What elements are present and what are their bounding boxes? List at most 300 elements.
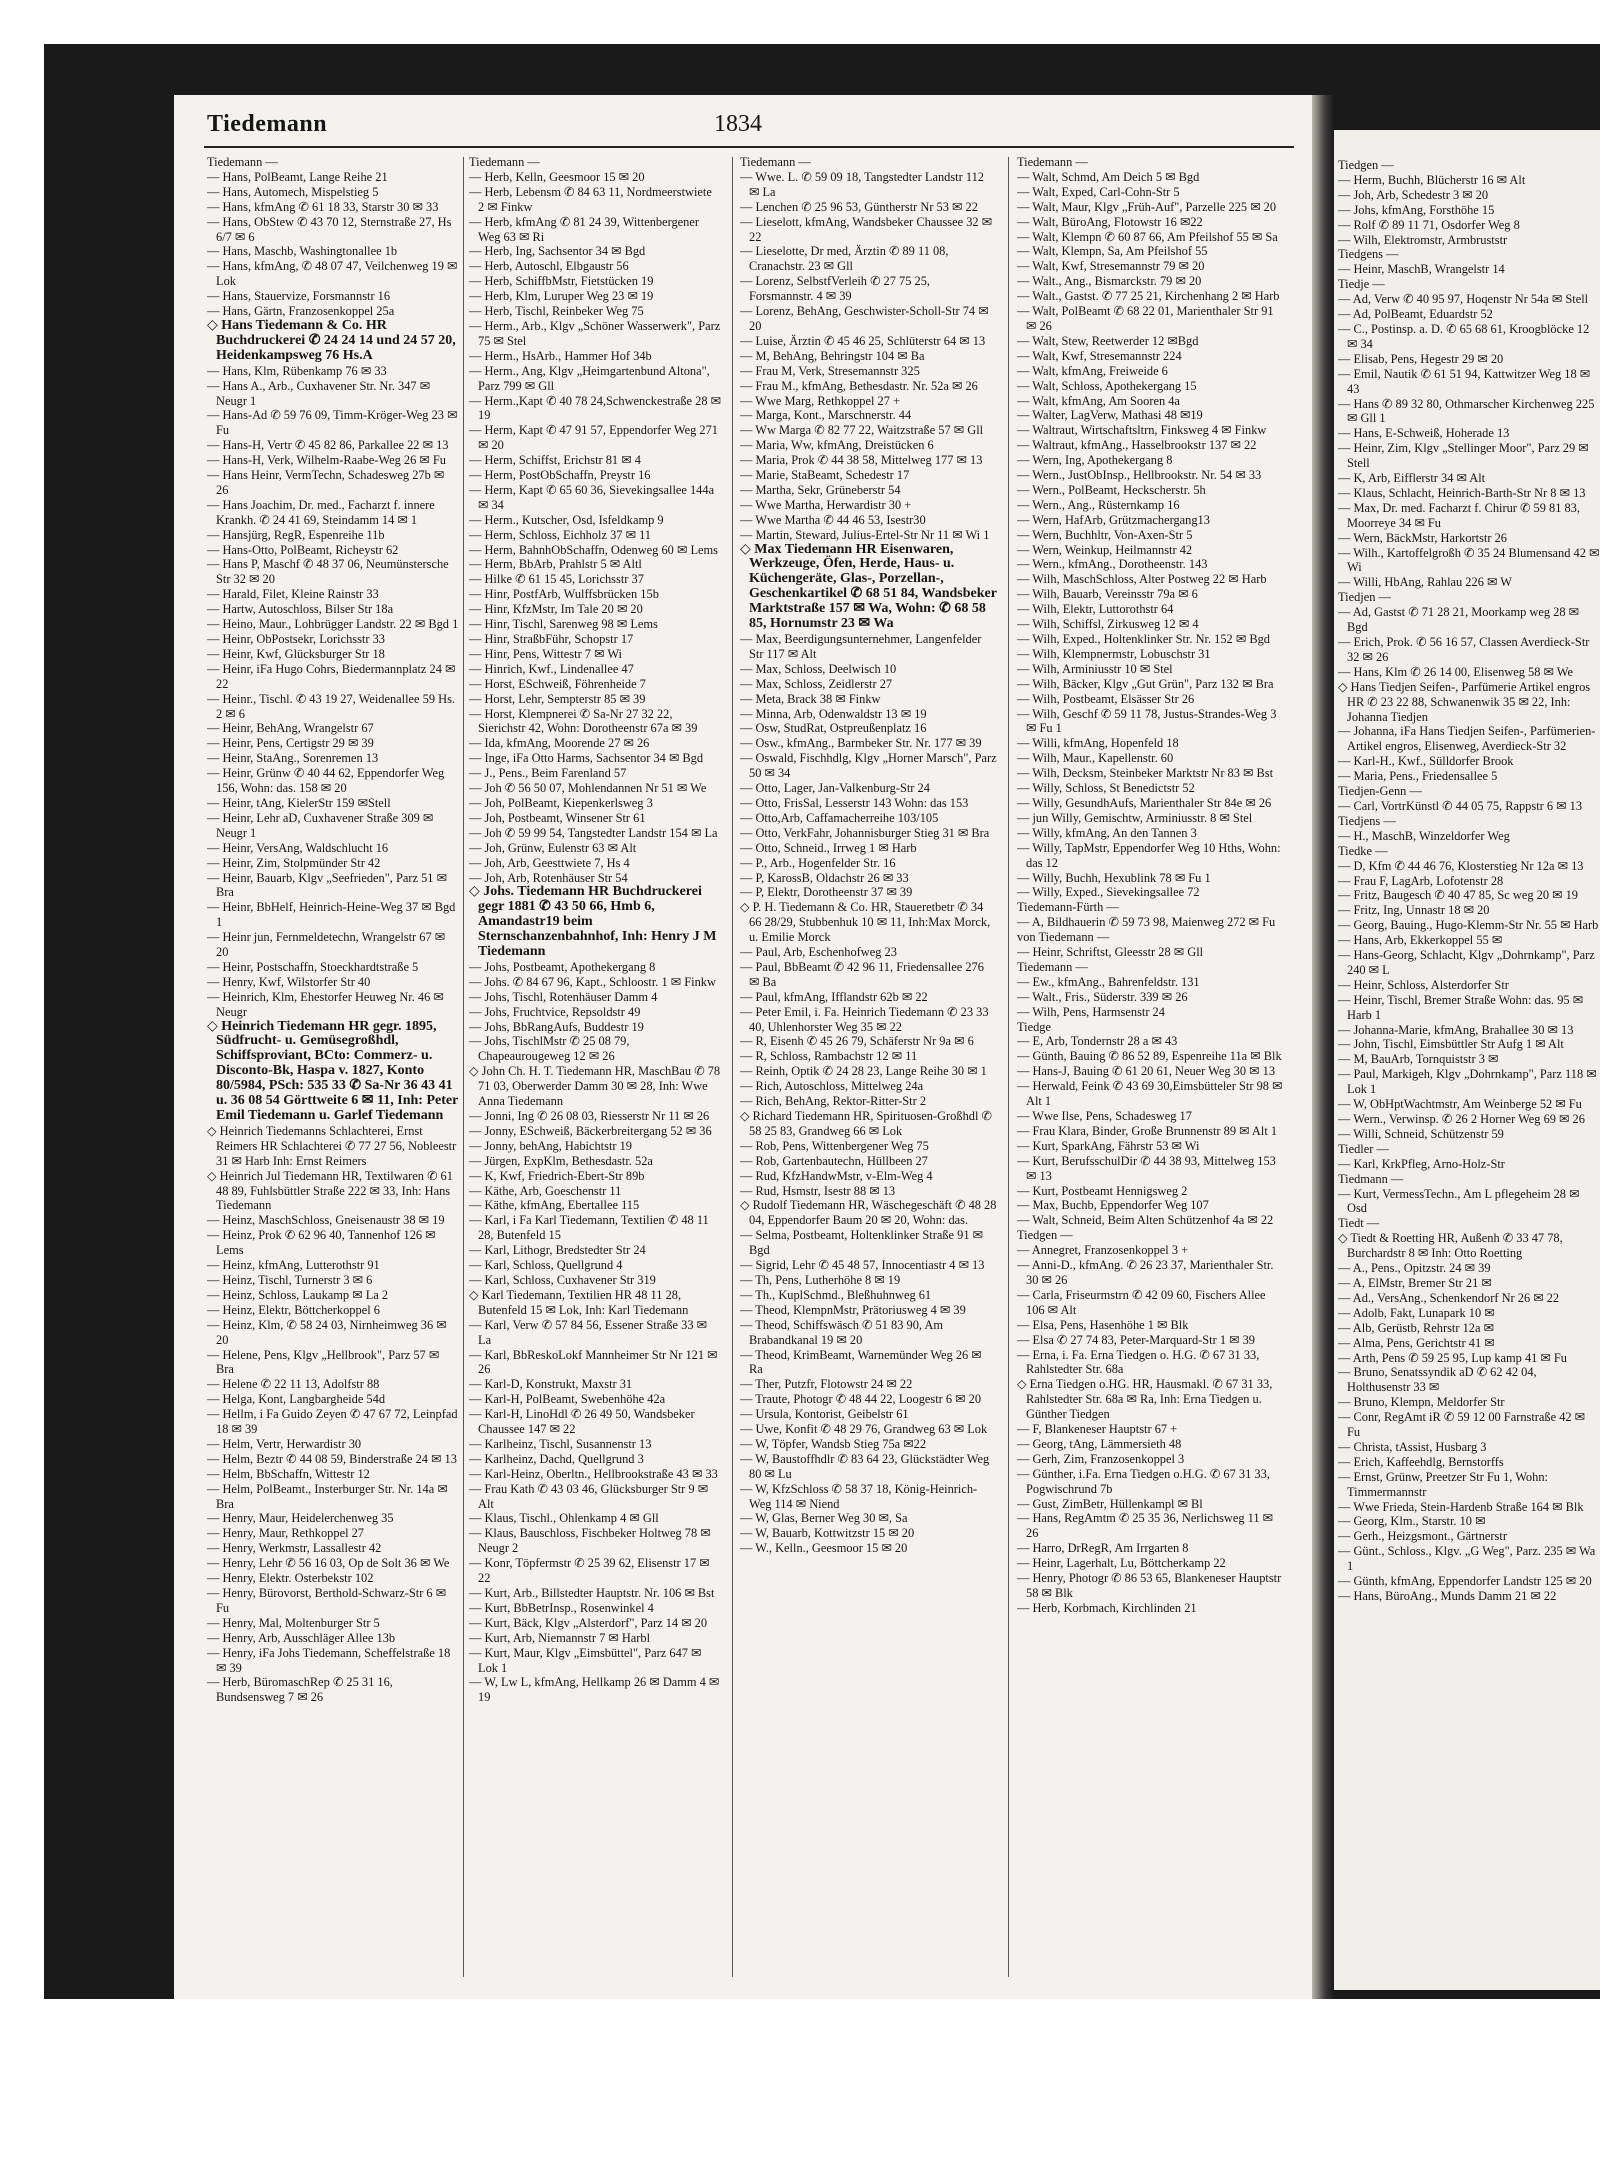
directory-entry: — Ida, kfmAng, Moorende 27 ✉ 26 — [469, 736, 650, 751]
directory-entry: — Paul, Arb, Eschenhofweg 23 — [740, 945, 897, 960]
directory-entry: — Elsa, Pens, Hasenhöhe 1 ✉ Blk — [1017, 1317, 1189, 1332]
directory-entry: — Joh ✆ 59 99 54, Tangstedter Landstr 154 ✉ La — [469, 825, 718, 840]
directory-entry: Tiedge — [1017, 1019, 1051, 1034]
directory-entry: — W, Töpfer, Wandsb Stieg 75a ✉22 — [740, 1436, 927, 1451]
directory-entry: — Joh, Postbeamt, Winsener Str 61 — [469, 810, 646, 825]
directory-entry: — Horst, Lehr, Sempterstr 85 ✉ 39 — [469, 691, 646, 706]
directory-entry: — Klaus, Tischl., Ohlenkamp 4 ✉ Gll — [469, 1511, 659, 1526]
directory-entry: — Hinr, Pens, Wittestr 7 ✉ Wi — [469, 646, 622, 661]
directory-entry: — Ursula, Kontorist, Geibelstr 61 — [740, 1407, 909, 1422]
directory-entry: — Wern., Ang., Rüsternkamp 16 — [1017, 497, 1180, 512]
directory-entry: — Klaus, Schlacht, Heinrich-Barth-Str Nr 8 ✉ 13 — [1338, 485, 1586, 500]
column-divider — [1008, 157, 1009, 1977]
directory-entry: — Carl, VortrKünstl ✆ 44 05 75, Rappstr 6 ✉ 13 — [1338, 798, 1583, 813]
directory-entry: — Heinr., Tischl. ✆ 43 19 27, Weidenallee 59 Hs. 2 ✉ 6 — [207, 691, 456, 721]
directory-entry: — A., Pens., Opitzstr. 24 ✉ 39 — [1338, 1261, 1491, 1276]
directory-entry: — Rob, Pens, Wittenbergener Weg 75 — [740, 1138, 929, 1153]
directory-entry: — Herwald, Feink ✆ 43 69 30,Eimsbütteler Str 98 ✉ Alt 1 — [1017, 1079, 1283, 1109]
directory-entry: — Rich, Autoschloss, Mittelweg 24a — [740, 1079, 924, 1094]
directory-entry: — Kurt, BbBetrInsp., Rosenwinkel 4 — [469, 1600, 654, 1615]
directory-entry: — Heinr jun, Fernmeldetechn, Wrangelstr 67 ✉ 20 — [207, 930, 446, 960]
directory-entry: — Herb, Tischl, Reinbeker Weg 75 — [469, 304, 644, 319]
directory-entry: — Fritz, Ing, Unnastr 18 ✉ 20 — [1338, 903, 1490, 918]
directory-entry: — Gerh., Heizgsmont., Gärtnerstr — [1338, 1529, 1507, 1544]
directory-entry: — Karl, KrkPfleg, Arno-Holz-Str — [1338, 1156, 1505, 1171]
directory-entry: — Henry, Maur, Rethkoppel 27 — [207, 1526, 364, 1541]
directory-entry: — Walt, Kwf, Stresemannstr 79 ✉ 20 — [1017, 259, 1205, 274]
directory-entry: — Luise, Ärztin ✆ 45 46 25, Schlüterstr 64 ✉ 13 — [740, 333, 986, 348]
directory-entry: Tiedemann — — [1017, 155, 1088, 169]
directory-entry: — Kurt, Arb., Billstedter Hauptstr. Nr. 106 ✉ Bst — [469, 1586, 715, 1600]
directory-entry: — Herb, Klm, Luruper Weg 23 ✉ 19 — [469, 289, 654, 304]
directory-entry: — Wilh, Pens, Harmsenstr 24 — [1017, 1004, 1165, 1019]
directory-entry: — Hansjürg, RegR, Espenreihe 11b — [207, 527, 385, 542]
directory-entry: — Horst, Klempnerei ✆ Sa-Nr 27 32 22, Sierichstr 42, Wohn: Dorotheenstr 67a ✉ 39 — [469, 706, 698, 736]
directory-entry: — P, Elektr, Dorotheenstr 37 ✉ 39 — [740, 885, 913, 900]
directory-entry: — Herm., Kutscher, Osd, Isfeldkamp 9 — [469, 512, 664, 527]
directory-entry: — Joh, Arb, Geesttwiete 7, Hs 4 — [469, 855, 630, 870]
directory-entry: — Hans, BüroAng., Munds Damm 21 ✉ 22 — [1338, 1589, 1557, 1603]
directory-entry: — Hellm, i Fa Guido Zeyen ✆ 47 67 72, Leinpfad 18 ✉ 39 — [207, 1407, 458, 1437]
directory-entry: — Johs, TischlMstr ✆ 25 08 79, Chapeaurougeweg 12 ✉ 26 — [469, 1034, 630, 1064]
directory-entry: — Kurt, Maur, Klgv „Eimsbüttel", Parz 647 ✉ Lok 1 — [469, 1645, 702, 1675]
directory-entry: — Wilh, Decksm, Steinbeker Marktstr Nr 83 ✉ Bst — [1017, 766, 1274, 781]
directory-entry: — Walt, kfmAng, Am Sooren 4a — [1017, 393, 1180, 408]
directory-entry: — Karl, i Fa Karl Tiedemann, Textilien ✆ 48 11 28, Butenfeld 15 — [469, 1213, 709, 1243]
directory-entry: — Helm, BbSchaffn, Wittestr 12 — [207, 1466, 370, 1481]
directory-entry: — Annegret, Franzosenkoppel 3 + — [1017, 1243, 1189, 1258]
directory-entry: — Joh ✆ 56 50 07, Mohlendannen Nr 51 ✉ We — [469, 781, 707, 796]
page-header — [174, 109, 1312, 145]
directory-entry: — Frau Kath ✆ 43 03 46, Glücksburger Str 9 ✉ Alt — [469, 1481, 709, 1511]
directory-entry: — Walt, kfmAng, Freiweide 6 — [1017, 363, 1168, 378]
directory-entry: — W., Kelln., Geesmoor 15 ✉ 20 — [740, 1541, 908, 1556]
directory-entry: — Conr, RegAmt iR ✆ 59 12 00 Farnstraße 42 ✉ Fu — [1338, 1410, 1586, 1440]
directory-entry: — Bruno, Klempn, Meldorfer Str — [1338, 1395, 1505, 1410]
directory-entry: — Heinz, Elektr, Böttcherkoppel 6 — [207, 1302, 380, 1317]
directory-entry: ◇ John Ch. H. T. Tiedemann HR, MaschBau ✆ 78 71 03, Oberwerder Damm 30 ✉ 28, Inh: Wwe Anna Tiedemann — [469, 1064, 721, 1109]
directory-entry: — Herb, Lebensm ✆ 84 63 11, Nordmeerstwiete 2 ✉ Finkw — [469, 184, 712, 214]
directory-entry: — Paul, BbBeamt ✆ 42 96 11, Friedensallee 276 ✉ Ba — [740, 959, 984, 989]
directory-entry: — Rob, Gartenbautechn, Hüllbeen 27 — [740, 1153, 928, 1168]
directory-entry: Tiedler — — [1338, 1141, 1389, 1156]
directory-entry: — Minna, Arb, Odenwaldstr 13 ✉ 19 — [740, 706, 927, 721]
directory-entry: — Walt, Klempn ✆ 60 87 66, Am Pfeilshof 55 ✉ Sa — [1017, 229, 1278, 244]
directory-entry: — Arth, Pens ✆ 59 25 95, Lup kamp 41 ✉ Fu — [1338, 1350, 1567, 1365]
column-divider — [463, 157, 464, 1977]
directory-entry: — Joh, Grünw, Eulenstr 63 ✉ Alt — [469, 840, 637, 855]
directory-entry: — A, ElMstr, Bremer Str 21 ✉ — [1338, 1275, 1492, 1290]
directory-entry: — Wern., JustObInsp., Hellbrookstr. Nr. 54 ✉ 33 — [1017, 468, 1262, 483]
directory-entry: — W, Lw L, kfmAng, Hellkamp 26 ✉ Damm 4 ✉ 19 — [469, 1675, 720, 1705]
directory-entry: — Wilh, Geschf ✆ 59 11 78, Justus-Strandes-Weg 3 ✉ Fu 1 — [1017, 706, 1277, 736]
directory-entry: — Uwe, Konfit ✆ 48 29 76, Grandweg 63 ✉ Lok — [740, 1422, 988, 1437]
directory-entry: — Frau M., kfmAng, Bethesdastr. Nr. 52a ✉ 26 — [740, 378, 978, 393]
directory-entry: ◇ Hans Tiedjen Seifen-, Parfümerie Artikel engros HR ✆ 23 22 88, Schwanenwik 35 ✉ 22, Inh: Johanna Tiedjen — [1338, 679, 1591, 724]
directory-entry: — Inge, iFa Otto Harms, Sachsentor 34 ✉ Bgd — [469, 751, 704, 766]
directory-entry: — Wilh., Kartoffelgroßh ✆ 35 24 Blumensand 42 ✉ Wi — [1338, 545, 1600, 575]
directory-entry: — Rolf ✆ 89 11 71, Osdorfer Weg 8 — [1338, 217, 1520, 232]
directory-entry: — Hans, Arb, Ekkerkoppel 55 ✉ — [1338, 933, 1503, 948]
directory-entry: Tiedemann — — [1017, 959, 1088, 974]
directory-entry: — Hans, Stauervize, Forsmannstr 16 — [207, 289, 391, 304]
directory-entry: — E, Arb, Tondernstr 28 a ✉ 43 — [1017, 1034, 1178, 1049]
directory-entry: — Joh, Arb, Schedestr 3 ✉ 20 — [1338, 187, 1489, 202]
directory-entry: — Willy, GesundhAufs, Marienthaler Str 84e ✉ 26 — [1017, 795, 1272, 810]
directory-entry: — Wilh, Maur., Kapellenstr. 60 — [1017, 751, 1174, 766]
directory-entry: — Anni-D., kfmAng. ✆ 26 23 37, Marienthaler Str. 30 ✉ 26 — [1017, 1258, 1274, 1287]
directory-entry: von Tiedemann — — [1017, 930, 1110, 945]
directory-entry: — Herm, Buchh, Blücherstr 16 ✉ Alt — [1338, 172, 1526, 187]
header-rule — [204, 146, 1294, 148]
directory-entry: — Karl-Heinz, Oberltn., Hellbrookstraße 43 ✉ 33 — [469, 1466, 718, 1481]
directory-entry: — Hans, PolBeamt, Lange Reihe 21 — [207, 169, 388, 184]
directory-entry: Tiedje — — [1338, 277, 1385, 292]
directory-entry: — Walt, PolBeamt ✆ 68 22 01, Marienthaler Str 91 ✉ 26 — [1017, 304, 1274, 333]
directory-entry: — Hartw, Autoschloss, Bilser Str 18a — [207, 602, 394, 617]
directory-entry: — Erna, i. Fa. Erna Tiedgen o. H.G. ✆ 67 31 33, Rahlstedter Str. 68a — [1017, 1347, 1260, 1377]
directory-entry: — Klaus, Bauschloss, Fischbeker Holtweg 78 ✉ Neugr 2 — [469, 1526, 711, 1556]
directory-entry: — Georg, Klm., Starstr. 10 ✉ — [1338, 1514, 1486, 1529]
directory-entry: — Herm., Ang, Klgv „Heimgartenbund Altona", Parz 799 ✉ Gll — [469, 363, 710, 393]
directory-entry: — P, KarossB, Oldachstr 26 ✉ 33 — [740, 870, 909, 885]
directory-entry: — Hans Joachim, Dr. med., Facharzt f. innere Krankh. ✆ 24 41 69, Steindamm 14 ✉ 1 — [207, 497, 435, 527]
directory-entry: — Wilh, Arminiusstr 10 ✉ Stel — [1017, 661, 1173, 676]
directory-entry: — Hans-Georg, Schlacht, Klgv „Dohrnkamp", Parz 240 ✉ L — [1338, 948, 1595, 977]
directory-entry: — Wilh, Bäcker, Klgv „Gut Grün", Parz 132 ✉ Bra — [1017, 676, 1274, 691]
directory-entry: — Herm, Schloss, Eichholz 37 ✉ 11 — [469, 527, 651, 542]
directory-entry: — Hans-J, Bauing ✆ 61 20 61, Neuer Weg 30 ✉ 13 — [1017, 1064, 1276, 1079]
directory-entry: — Reinh, Optik ✆ 24 28 23, Lange Reihe 30 ✉ 1 — [740, 1064, 987, 1079]
directory-entry: — Ther, Putzfr, Flotowstr 24 ✉ 22 — [740, 1377, 913, 1392]
directory-entry: — Johanna-Marie, kfmAng, Brahallee 30 ✉ 13 — [1338, 1022, 1574, 1037]
directory-entry: — K, Kwf, Friedrich-Ebert-Str 89b — [469, 1168, 645, 1183]
directory-entry: — Johs, Postbeamt, Apothekergang 8 — [469, 959, 656, 974]
directory-entry: — Heino, Maur., Lohbrügger Landstr. 22 ✉ Bgd 1 — [207, 617, 459, 632]
directory-entry: — Walt., Gastst. ✆ 77 25 21, Kirchenhang 2 ✉ Harb — [1017, 289, 1280, 304]
directory-entry: — Günther, i.Fa. Erna Tiedgen o.H.G. ✆ 67 31 33, Pogwischrund 7b — [1017, 1466, 1270, 1496]
directory-entry: — Ad, PolBeamt, Eduardstr 52 — [1338, 307, 1493, 322]
directory-entry: — Selma, Postbeamt, Holtenklinker Straße 91 ✉ Bgd — [740, 1228, 984, 1258]
directory-entry: — Walt., Ang., Bismarckstr. 79 ✉ 20 — [1017, 274, 1202, 289]
directory-entry: — Wilh, Elektromstr, Armbruststr — [1338, 232, 1508, 247]
directory-entry: Tiedjen — — [1338, 590, 1391, 605]
directory-entry: — Hans, ObStew ✆ 43 70 12, Sternstraße 27, Hs 6/7 ✉ 6 — [207, 214, 452, 244]
directory-entry: — Ad, Verw ✆ 40 95 97, Hoqenstr Nr 54a ✉ Stell — [1338, 292, 1589, 307]
directory-entry: — Kurt, BerufsschulDir ✆ 44 38 93, Mittelweg 153 ✉ 13 — [1017, 1153, 1276, 1183]
directory-entry: — Kurt, Postbeamt Hennigsweg 2 — [1017, 1183, 1188, 1198]
directory-entry: — Johs. ✆ 84 67 96, Kapt., Schloostr. 1 ✉ Finkw — [469, 974, 716, 989]
directory-entry: — Otto,Arb, Caffamacherreihe 103/105 — [740, 810, 939, 825]
directory-entry: — Adolb, Fakt, Lunapark 10 ✉ — [1338, 1305, 1495, 1320]
directory-entry: — Carla, Friseurmstrn ✆ 42 09 60, Fischers Allee 106 ✉ Alt — [1017, 1287, 1266, 1317]
directory-entry: — R, Schloss, Rambachstr 12 ✉ 11 — [740, 1049, 918, 1064]
directory-entry: — Elsa ✆ 27 74 83, Peter-Marquard-Str 1 ✉ 39 — [1017, 1332, 1255, 1347]
directory-entry: — Hilke ✆ 61 15 45, Lorichsstr 37 — [469, 572, 644, 587]
directory-entry: — Heinz, Tischl, Turnerstr 3 ✉ 6 — [207, 1272, 373, 1287]
directory-entry: — Karl-H, LinoHdl ✆ 26 49 50, Wandsbeker Chaussee 147 ✉ 22 — [469, 1407, 695, 1437]
directory-entry: — Herm, PostObSchaffn, Preystr 16 — [469, 468, 651, 483]
directory-entry: — Wern, HafArb, Grützmachergang13 — [1017, 512, 1210, 527]
directory-entry: — Walt., Fris., Süderstr. 339 ✉ 26 — [1017, 989, 1188, 1004]
directory-entry: — Wern., PolBeamt, Heckscherstr. 5h — [1017, 482, 1206, 497]
directory-entry: — Karl, Schloss, Cuxhavener Str 319 — [469, 1272, 656, 1287]
directory-entry: Tiedt — — [1338, 1216, 1380, 1231]
directory-entry: — Hans-Otto, PolBeamt, Richeystr 62 — [207, 542, 399, 557]
directory-entry: — Johs, kfmAng, Forsthöhe 15 — [1338, 202, 1495, 217]
directory-column-1 — [207, 155, 459, 1980]
directory-entry: — Otto, Schneid., Irrweg 1 ✉ Harb — [740, 840, 917, 855]
directory-entry: — John, Tischl, Eimsbüttler Str Aufg 1 ✉ Alt — [1338, 1037, 1564, 1052]
directory-entry: — Otto, VerkFahr, Johannisburger Stieg 31 ✉ Bra — [740, 825, 990, 840]
directory-entry: — Henry, Arb, Ausschläger Allee 13b — [207, 1630, 396, 1645]
directory-entry: — Herm, Kapt ✆ 47 91 57, Eppendorfer Weg 271 ✉ 20 — [469, 423, 718, 453]
directory-entry: ◇ Heinrich Jul Tiedemann HR, Textilwaren ✆ 61 48 89, Fuhlsbüttler Straße 222 ✉ 33, Inh: Hans Tiedemann — [207, 1168, 453, 1213]
directory-entry: — Heinr, BehAng, Wrangelstr 67 — [207, 721, 374, 736]
directory-entry: — Willi, Schneid, Schützenstr 59 — [1338, 1126, 1504, 1141]
directory-entry: — Heinr, Tischl, Bremer Straße Wohn: das. 95 ✉ Harb 1 — [1338, 992, 1584, 1022]
directory-entry: — Hans-H, Vertr ✆ 45 82 86, Parkallee 22 ✉ 13 — [207, 438, 449, 453]
directory-entry: — Jürgen, ExpKlm, Bethesdastr. 52a — [469, 1153, 653, 1168]
directory-entry: — Max, Dr. med. Facharzt f. Chirur ✆ 59 81 83, Moorreye 34 ✉ Fu — [1338, 500, 1580, 530]
directory-entry: ◇ Rudolf Tiedemann HR, Wäschegeschäft ✆ 48 28 04, Eppendorfer Baum 20 ✉ 20, Wohn: das. — [740, 1198, 997, 1228]
directory-entry: — Hans ✆ 89 32 80, Othmarscher Kirchenweg 225 ✉ Gll 1 — [1338, 396, 1595, 426]
directory-entry: — Traute, Photogr ✆ 48 44 22, Loogestr 6 ✉ 20 — [740, 1392, 982, 1407]
directory-entry: — C., Postinsp. a. D. ✆ 65 68 61, Kroogblöcke 12 ✉ 34 — [1338, 321, 1590, 351]
directory-entry: — Ew., kfmAng., Bahrenfeldstr. 131 — [1017, 974, 1200, 989]
directory-column-3 — [740, 155, 997, 1980]
directory-entry: — Harald, Filet, Kleine Rainstr 33 — [207, 587, 379, 602]
directory-entry: ◇ Tiedt & Roetting HR, Außenh ✆ 33 47 78, Burchardstr 8 ✉ Inh: Otto Roetting — [1338, 1231, 1563, 1261]
directory-entry: — Fritz, Baugesch ✆ 40 47 85, Sc weg 20 ✉ 19 — [1338, 888, 1578, 903]
directory-entry: Tiedke — — [1338, 843, 1388, 858]
directory-entry: — Walt, Schneid, Beim Alten Schützenhof 4a ✉ 22 — [1017, 1213, 1274, 1228]
directory-entry: — Hans, kfmAng ✆ 61 18 33, Starstr 30 ✉ 33 — [207, 199, 439, 214]
directory-entry: — Helm, Beztr ✆ 44 08 59, Binderstraße 24 ✉ 13 — [207, 1451, 457, 1466]
directory-entry: — Wwe Frieda, Stein-Hardenb Straße 164 ✉ Blk — [1338, 1499, 1584, 1514]
directory-entry: — Helene ✆ 22 11 13, Adolfstr 88 — [207, 1377, 380, 1392]
directory-entry: ◇ Hans Tiedemann & Co. HR Buchdruckerei ✆ 24 24 14 und 24 57 20, Heidenkampsweg 76 Hs.A — [207, 317, 456, 363]
directory-entry: — Max, Schloss, Zeidlerstr 27 — [740, 676, 893, 691]
directory-entry: — Konr, Töpfermstr ✆ 25 39 62, Elisenstr 17 ✉ 22 — [469, 1556, 710, 1586]
directory-entry: — Wern, Buchhltr, Von-Axen-Str 5 — [1017, 527, 1193, 542]
directory-entry: — Wilh, MaschSchloss, Alter Postweg 22 ✉ Harb — [1017, 572, 1267, 587]
directory-entry: — Johs, Tischl, Rotenhäuser Damm 4 — [469, 989, 658, 1004]
directory-entry: — Wilh, Exped., Holtenklinker Str. Nr. 152 ✉ Bgd — [1017, 632, 1270, 646]
directory-entry: — Hans A., Arb., Cuxhavener Str. Nr. 347 ✉ Neugr 1 — [207, 378, 431, 408]
directory-entry: — Karl-H, PolBeamt, Swebenhöhe 42a — [469, 1392, 666, 1407]
directory-entry: — Alma, Pens, Gerichtstr 41 ✉ — [1338, 1335, 1495, 1350]
directory-entry: — Lorenz, BehAng, Geschwister-Scholl-Str 74 ✉ 20 — [740, 304, 989, 333]
directory-entry: — Frau Klara, Binder, Große Brunnenstr 89 ✉ Alt 1 — [1017, 1123, 1278, 1138]
directory-entry: — Meta, Brack 38 ✉ Finkw — [740, 691, 881, 706]
directory-entry: — A, Bildhauerin ✆ 59 73 98, Maienweg 272 ✉ Fu — [1017, 915, 1276, 930]
directory-entry: — Frau F, LagArb, Lofotenstr 28 — [1338, 873, 1504, 888]
directory-entry: — Wilh, Elektr, Luttorothstr 64 — [1017, 602, 1174, 617]
directory-entry: — Heinr, StaAng., Sorenremen 13 — [207, 751, 379, 766]
directory-entry: — Willy, Exped., Sievekingsallee 72 — [1017, 885, 1200, 900]
directory-entry: — Walt, Maur, Klgv „Früh-Auf", Parzelle 225 ✉ 20 — [1017, 199, 1277, 214]
directory-entry: — Heinr, Kwf, Glücksburger Str 18 — [207, 646, 385, 661]
directory-entry: — W, Baustoffhdlr ✆ 83 64 23, Glückstädter Weg 80 ✉ Lu — [740, 1451, 990, 1481]
directory-entry: — Max, Buchb, Eppendorfer Weg 107 — [1017, 1198, 1209, 1213]
directory-entry: — Wwe Marg, Rethkoppel 27 + — [740, 393, 901, 408]
directory-entry: — Henry, Lehr ✆ 56 16 03, Op de Solt 36 ✉ We — [207, 1556, 450, 1571]
directory-entry: — Willi, HbAng, Rahlau 226 ✉ W — [1338, 575, 1512, 590]
directory-entry: — Wilh, Postbeamt, Elsässer Str 26 — [1017, 691, 1195, 706]
directory-entry: — Frau M, Verk, Stresemannstr 325 — [740, 363, 920, 378]
directory-entry: — Max, Schloss, Deelwisch 10 — [740, 661, 897, 676]
directory-entry: — Marie, StaBeamt, Schedestr 17 — [740, 468, 910, 483]
directory-entry: — Wilh, Schiffsl, Zirkusweg 12 ✉ 4 — [1017, 617, 1199, 632]
directory-entry: — Waltraut, Wirtschaftsltrn, Finksweg 4 ✉ Finkw — [1017, 423, 1267, 438]
directory-entry: — Käthe, Arb, Goeschenstr 11 — [469, 1183, 622, 1198]
directory-entry: — Willi, kfmAng, Hopenfeld 18 — [1017, 736, 1179, 751]
directory-entry: — Osw, StudRat, Ostpreußenplatz 16 — [740, 721, 927, 736]
directory-entry: — Theod, Schiffswäsch ✆ 51 83 90, Am Brabandkanal 19 ✉ 20 — [740, 1317, 943, 1347]
directory-entry: — Hans, E-Schweiß, Hoherade 13 — [1338, 426, 1510, 441]
directory-entry: — Ww Marga ✆ 82 77 22, Waitzstraße 57 ✉ Gll — [740, 423, 984, 438]
directory-entry: — Wilh, Bauarb, Vereinsstr 79a ✉ 6 — [1017, 587, 1198, 602]
directory-column-4 — [1017, 155, 1287, 1980]
directory-entry: — Heinr, Zim, Stolpmünder Str 42 — [207, 855, 381, 870]
directory-entry: — Walter, LagVerw, Mathasi 48 ✉19 — [1017, 408, 1203, 423]
directory-entry: — Walt, Schmd, Am Deich 5 ✉ Bgd — [1017, 169, 1200, 184]
directory-entry: — Joh, Arb, Rotenhäuser Str 54 — [469, 870, 628, 885]
directory-entry: Tiedjens — — [1338, 813, 1396, 828]
directory-entry: — Heinr, VersAng, Waldschlucht 16 — [207, 840, 389, 855]
directory-entry: — Karl, Lithogr, Bredstedter Str 24 — [469, 1243, 646, 1258]
directory-entry: — Gerh, Zim, Franzosenkoppel 3 — [1017, 1451, 1185, 1466]
directory-entry: — W, ObHptWachtmstr, Am Weinberge 52 ✉ Fu — [1338, 1097, 1582, 1112]
directory-entry: — Herb, Autoschl, Elbgaustr 56 — [469, 259, 629, 274]
directory-entry: — Henry, Kwf, Wilstorfer Str 40 — [207, 974, 371, 989]
directory-entry: — Martin, Steward, Julius-Ertel-Str Nr 11 ✉ Wi 1 — [740, 527, 990, 542]
directory-entry: — Hinr, KfzMstr, Im Tale 20 ✉ 20 — [469, 602, 643, 617]
directory-entry: — Henry, Elektr. Osterbekstr 102 — [207, 1571, 374, 1586]
directory-entry: — jun Willy, Gemischtw, Arminiusstr. 8 ✉ Stel — [1017, 810, 1253, 825]
directory-entry: — Kurt, SparkAng, Fährstr 53 ✉ Wi — [1017, 1138, 1200, 1153]
directory-entry: — H., MaschB, Winzeldorfer Weg — [1338, 828, 1510, 843]
running-head-name: Tiedemann — [207, 111, 328, 137]
directory-entry: — W, KfzSchloss ✆ 58 37 18, König-Heinrich-Weg 114 ✉ Niend — [740, 1481, 978, 1511]
directory-entry: — Heinr, Grünw ✆ 40 44 62, Eppendorfer Weg 156, Wohn: das. 158 ✉ 20 — [207, 766, 445, 796]
directory-entry: — Karl, Schloss, Quellgrund 4 — [469, 1258, 623, 1273]
directory-entry: — Theod, KrimBeamt, Warnemünder Weg 26 ✉ Ra — [740, 1347, 982, 1377]
directory-entry: — Günth, Bauing ✆ 86 52 89, Espenreihe 11a ✉ Blk — [1017, 1049, 1282, 1064]
directory-entry: Tiedgen — — [1017, 1228, 1073, 1243]
directory-entry: — Martha, Sekr, Grüneberstr 54 — [740, 482, 901, 497]
directory-entry: — Walt, Klempn, Sa, Am Pfeilshof 55 — [1017, 244, 1208, 259]
facing-page-partial — [1334, 130, 1600, 1990]
directory-entry: — Maria, Prok ✆ 44 38 58, Mittelweg 177 ✉ 13 — [740, 453, 983, 468]
directory-entry: — Walt, Schloss, Apothekergang 15 — [1017, 378, 1197, 393]
directory-entry: — Hans, Gärtn, Franzosenkoppel 25a — [207, 304, 395, 319]
directory-entry: — Henry, Mal, Moltenburger Str 5 — [207, 1615, 380, 1630]
directory-entry: — Willy, kfmAng, An den Tannen 3 — [1017, 825, 1197, 840]
directory-entry: — M, BehAng, Behringstr 104 ✉ Ba — [740, 348, 925, 363]
directory-entry: — Ad., VersAng., Schenkendorf Nr 26 ✉ 22 — [1338, 1290, 1560, 1305]
directory-entry: — Herm, Schiffst, Erichstr 81 ✉ 4 — [469, 453, 641, 468]
directory-entry: — Herb, Korbmach, Kirchlinden 21 — [1017, 1600, 1197, 1615]
directory-entry: — Rich, BehAng, Rektor-Ritter-Str 2 — [740, 1094, 927, 1109]
directory-column-5 — [1338, 158, 1600, 1958]
directory-entry: — Karl-H., Kwf., Sülldorfer Brook — [1338, 754, 1514, 769]
directory-entry: ◇ Max Tiedemann HR Eisenwaren, Werkzeuge, Öfen, Herde, Haus- u. Küchengeräte, Glas-, Porzellan-, Geschenkartikel ✆ 68 51 84, Wandsbeker Marktstraße 157 ✉ Wa, Wohn: ✆ 68 58 85, Hornumstr 23 ✉ Wa — [740, 541, 997, 632]
directory-entry: — Heinz, kfmAng, Lutterothstr 91 — [207, 1258, 380, 1273]
directory-entry: — Karl-D, Konstrukt, Maxstr 31 — [469, 1377, 633, 1392]
directory-entry: — Hans, Automech, Mispelstieg 5 — [207, 184, 379, 199]
directory-entry: — Herb, Ing, Sachsentor 34 ✉ Bgd — [469, 244, 646, 259]
directory-entry: — Karl, BbReskoLokf Mannheimer Str Nr 121 ✉ 26 — [469, 1347, 718, 1377]
directory-entry: — Henry, Bürovorst, Berthold-Schwarz-Str 6 ✉ Fu — [207, 1586, 447, 1615]
directory-entry: — Wwe Martha, Herwardistr 30 + — [740, 497, 912, 512]
directory-entry: — Johs, Fruchtvice, Repsoldstr 49 — [469, 1004, 641, 1019]
directory-entry: — Herm.,Kapt ✆ 40 78 24,Schwenckestraße 28 ✉ 19 — [469, 393, 721, 423]
directory-entry: — Heinr, Bauarb, Klgv „Seefrieden", Parz 51 ✉ Bra — [207, 870, 447, 900]
directory-entry: — Hans, Klm, Rübenkamp 76 ✉ 33 — [207, 363, 387, 378]
directory-entry: — Rud, KfzHandwMstr, v-Elm-Weg 4 — [740, 1168, 933, 1183]
directory-entry: — Helene, Pens, Klgv „Hellbrook", Parz 57 ✉ Bra — [207, 1347, 440, 1377]
directory-entry: — Walt, Stew, Reetwerder 12 ✉Bgd — [1017, 333, 1199, 348]
directory-entry: — Osw., kfmAng., Barmbeker Str. Nr. 177 ✉ 39 — [740, 736, 982, 751]
directory-entry: — Lorenz, SelbstfVerleih ✆ 27 75 25, Forsmannstr. 4 ✉ 39 — [740, 274, 931, 304]
directory-entry: — Helm, PolBeamt., Insterburger Str. Nr. 14a ✉ Bra — [207, 1481, 448, 1511]
directory-entry: — Bruno, Senatssyndik aD ✆ 62 42 04, Holthusenstr 33 ✉ — [1338, 1365, 1537, 1395]
directory-entry: — R, Eisenh ✆ 45 26 79, Schäferstr Nr 9a ✉ 6 — [740, 1034, 974, 1049]
directory-entry: Tiedemann — — [740, 155, 811, 169]
directory-entry: — Johanna, iFa Hans Tiedjen Seifen-, Parfümerien-Artikel engros, Elisenweg, Averdieck-Str 32 — [1338, 724, 1596, 754]
directory-entry: — Otto, Lager, Jan-Valkenburg-Str 24 — [740, 781, 930, 796]
directory-entry: — D, Kfm ✆ 44 46 76, Klosterstieg Nr 12a ✉ 13 — [1338, 858, 1584, 873]
column-divider — [732, 157, 733, 1977]
directory-entry: — Harro, DrRegR, Am Irrgarten 8 — [1017, 1541, 1189, 1556]
directory-page — [174, 95, 1312, 1999]
directory-entry: — Peter Emil, i. Fa. Heinrich Tiedemann ✆ 23 33 40, Uhlenhorster Weg 35 ✉ 22 — [740, 1004, 989, 1034]
directory-entry: — Max, Beerdigungsunternehmer, Langenfelder Str 117 ✉ Alt — [740, 632, 982, 661]
directory-entry: — Wern, Weinkup, Heilmannstr 42 — [1017, 542, 1193, 557]
directory-entry: — Sigrid, Lehr ✆ 45 48 57, Innocentiastr 4 ✉ 13 — [740, 1258, 985, 1273]
directory-entry: — Hinrich, Kwf., Lindenallee 47 — [469, 661, 634, 676]
directory-entry: — Horst, ESchweiß, Föhrenheide 7 — [469, 676, 646, 691]
directory-entry: — Gust, ZimBetr, Hüllenkampl ✉ Bl — [1017, 1496, 1203, 1511]
directory-entry: — Hans Heinr, VermTechn, Schadesweg 27b ✉ 26 — [207, 468, 445, 497]
directory-entry: ◇ Karl Tiedemann, Textilien HR 48 11 28, Butenfeld 15 ✉ Lok, Inh: Karl Tiedemann — [469, 1287, 689, 1317]
directory-entry: Tiedemann — — [469, 155, 540, 169]
directory-entry: ◇ Heinrich Tiedemanns Schlachterei, Ernst Reimers HR Schlachterei ✆ 77 27 56, Nobleestr 31 ✉ Harb Inh: Ernst Reimers — [207, 1123, 457, 1168]
directory-entry: — Hans-Ad ✆ 59 76 09, Timm-Kröger-Weg 23 ✉ Fu — [207, 408, 458, 438]
directory-entry: — Heinz, Schloss, Laukamp ✉ La 2 — [207, 1287, 389, 1302]
directory-entry: — M, BauArb, Tornquiststr 3 ✉ — [1338, 1052, 1499, 1067]
directory-entry: — Heinr, MaschB, Wrangelstr 14 — [1338, 262, 1505, 277]
directory-entry: — Ad, Gastst ✆ 71 28 21, Moorkamp weg 28 ✉ Bgd — [1338, 605, 1580, 635]
directory-entry: — Henry, Werkmstr, Lassallestr 42 — [207, 1541, 382, 1556]
directory-entry: — Paul, kfmAng, Ifflandstr 62b ✉ 22 — [740, 989, 928, 1004]
directory-entry: Tiedemann — — [207, 155, 278, 169]
directory-entry: Tiedgens — — [1338, 247, 1399, 262]
directory-entry: — Th., KuplSchmd., Bleßhuhnweg 61 — [740, 1287, 932, 1302]
directory-entry: — Jonny, ESchweiß, Bäckerbreitergang 52 ✉ 36 — [469, 1123, 712, 1138]
directory-entry: — Hans, kfmAng, ✆ 48 07 47, Veilchenweg 19 ✉ Lok — [207, 259, 458, 289]
directory-column-2 — [469, 155, 721, 1980]
directory-entry: — Walt, BüroAng, Flotowstr 16 ✉22 — [1017, 214, 1203, 229]
directory-entry: — Wwe Ilse, Pens, Schadesweg 17 — [1017, 1109, 1192, 1123]
book-gutter — [1312, 95, 1334, 1999]
directory-entry: — Herm., Arb., Klgv „Schöner Wasserwerk", Parz 75 ✉ Stel — [469, 318, 721, 348]
directory-entry: — Ernst, Grünw, Preetzer Str Fu 1, Wohn: Timmermannstr — [1338, 1469, 1548, 1499]
directory-entry: — Jonni, Ing ✆ 26 08 03, Riesserstr Nr 11 ✉ 26 — [469, 1109, 710, 1123]
directory-entry: — Heinr, Postschaffn, Stoeckhardtstraße 5 — [207, 959, 419, 974]
